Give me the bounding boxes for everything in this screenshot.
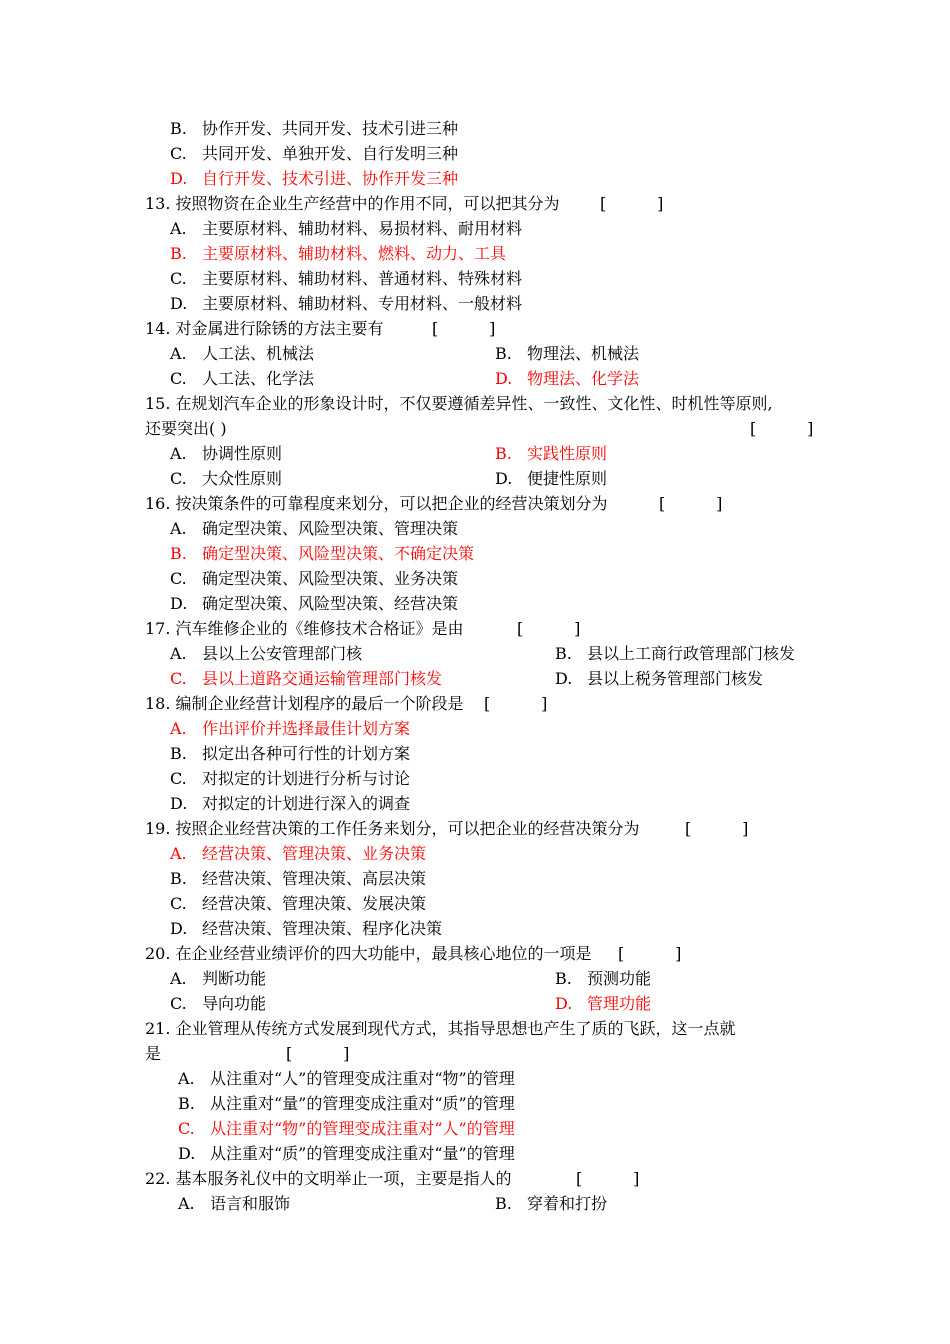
option-text: 主要原材料、辅助材料、燃料、动力、工具	[202, 244, 507, 263]
option-text: 确定型决策、风险型决策、不确定决策	[202, 544, 475, 563]
question-text: 22. 基本服务礼仪中的文明举止一项，主要是指人的	[145, 1169, 512, 1188]
question-text: 20. 在企业经营业绩评价的四大功能中，最具核心地位的一项是	[145, 944, 592, 963]
question-line	[145, 1166, 640, 1191]
option-text: 县以上工商行政管理部门核发	[587, 644, 796, 663]
option-label: A.	[170, 844, 187, 863]
option-label: A.	[170, 444, 187, 463]
question-line	[145, 1016, 736, 1041]
option-text: 判断功能	[202, 969, 267, 988]
option-text: 从注重对“人”的管理变成注重对“物”的管理	[210, 1069, 515, 1088]
option-label: D.	[178, 1144, 196, 1163]
option-label: B.	[170, 244, 187, 263]
option-text: 从注重对“物”的管理变成注重对“人”的管理	[210, 1119, 515, 1138]
option-text: 预测功能	[587, 969, 652, 988]
option-label: C.	[170, 769, 187, 788]
option-label: D.	[495, 369, 513, 388]
option-text: 主要原材料、辅助材料、易损材料、耐用材料	[202, 219, 523, 238]
answer-bracket: [ ]	[576, 1169, 640, 1188]
option-text: 便捷性原则	[527, 469, 608, 488]
answer-bracket: [ ]	[659, 494, 723, 513]
option-label: B.	[495, 344, 512, 363]
option-text: 从注重对“质”的管理变成注重对“量”的管理	[210, 1144, 515, 1163]
option-label: C.	[170, 369, 187, 388]
option-text: 县以上公安管理部门核	[202, 644, 363, 663]
option-label: C.	[170, 669, 187, 688]
option-text: 经营决策、管理决策、发展决策	[202, 894, 427, 913]
question-text: 16. 按决策条件的可靠程度来划分，可以把企业的经营决策划分为	[145, 494, 608, 513]
option-text: 语言和服饰	[210, 1194, 291, 1213]
option-text: 从注重对“量”的管理变成注重对“质”的管理	[210, 1094, 515, 1113]
answer-bracket: [ ]	[286, 1044, 350, 1063]
option-label: C.	[170, 994, 187, 1013]
option-label: A.	[178, 1194, 195, 1213]
question-line	[145, 616, 581, 641]
question-text: 18. 编制企业经营计划程序的最后一个阶段是	[145, 694, 464, 713]
option-text: 导向功能	[202, 994, 267, 1013]
option-label: A.	[170, 969, 187, 988]
question-text: 21. 企业管理从传统方式发展到现代方式，其指导思想也产生了质的飞跃，这一点就	[145, 1019, 736, 1038]
option-label: D.	[555, 669, 573, 688]
answer-bracket: [ ]	[750, 419, 814, 438]
option-text: 确定型决策、风险型决策、业务决策	[202, 569, 459, 588]
option-label: D.	[170, 294, 188, 313]
option-label: C.	[170, 144, 187, 163]
option-label: A.	[170, 519, 187, 538]
option-text: 拟定出各种可行性的计划方案	[202, 744, 411, 763]
option-label: B.	[170, 744, 187, 763]
option-text: 协调性原则	[202, 444, 283, 463]
question-text: 15. 在规划汽车企业的形象设计时，不仅要遵循差异性、一致性、文化性、时机性等原则,	[145, 394, 773, 413]
option-label: D.	[170, 169, 188, 188]
option-text: 对拟定的计划进行分析与讨论	[202, 769, 411, 788]
option-text: 作出评价并选择最佳计划方案	[202, 719, 411, 738]
option-text: 实践性原则	[527, 444, 608, 463]
option-text: 物理法、化学法	[527, 369, 640, 388]
option-text: 大众性原则	[202, 469, 283, 488]
option-text: 穿着和打扮	[527, 1194, 608, 1213]
option-text: 经营决策、管理决策、业务决策	[202, 844, 427, 863]
question-text: 13. 按照物资在企业生产经营中的作用不同，可以把其分为	[145, 194, 560, 213]
option-label: A.	[170, 719, 187, 738]
option-label: A.	[178, 1069, 195, 1088]
option-label: C.	[170, 569, 187, 588]
question-line	[145, 816, 749, 841]
answer-bracket: [ ]	[517, 619, 581, 638]
option-label: D.	[555, 994, 573, 1013]
option-label: C.	[170, 894, 187, 913]
option-text: 经营决策、管理决策、高层决策	[202, 869, 427, 888]
option-label: B.	[170, 544, 187, 563]
option-text: 确定型决策、风险型决策、管理决策	[202, 519, 459, 538]
option-label: D.	[170, 919, 188, 938]
option-label: A.	[170, 644, 187, 663]
option-text: 主要原材料、辅助材料、普通材料、特殊材料	[202, 269, 523, 288]
option-label: D.	[170, 794, 188, 813]
answer-bracket: [ ]	[600, 194, 664, 213]
option-text: 主要原材料、辅助材料、专用材料、一般材料	[202, 294, 523, 313]
option-text: 对拟定的计划进行深入的调查	[202, 794, 411, 813]
question-text: 14. 对金属进行除锈的方法主要有	[145, 319, 384, 338]
question-line	[145, 191, 664, 216]
option-label: B.	[170, 119, 187, 138]
option-label: C.	[170, 269, 187, 288]
option-label: C.	[170, 469, 187, 488]
option-text: 经营决策、管理决策、程序化决策	[202, 919, 443, 938]
answer-bracket: [ ]	[484, 694, 548, 713]
option-text: 人工法、机械法	[202, 344, 315, 363]
question-text: 还要突出( )	[145, 419, 227, 438]
question-text: 17. 汽车维修企业的《维修技术合格证》是由	[145, 619, 464, 638]
question-line	[145, 491, 723, 516]
question-line	[145, 391, 773, 416]
option-label: C.	[178, 1119, 195, 1138]
option-text: 物理法、机械法	[527, 344, 640, 363]
option-label: B.	[170, 869, 187, 888]
option-text: 自行开发、技术引进、协作开发三种	[202, 169, 459, 188]
option-label: D.	[495, 469, 513, 488]
option-label: B.	[555, 644, 572, 663]
option-text: 确定型决策、风险型决策、经营决策	[202, 594, 459, 613]
question-text: 19. 按照企业经营决策的工作任务来划分，可以把企业的经营决策分为	[145, 819, 640, 838]
option-label: B.	[178, 1094, 195, 1113]
option-label: B.	[495, 444, 512, 463]
question-line	[145, 1041, 350, 1066]
question-line	[145, 316, 496, 341]
option-label: A.	[170, 344, 187, 363]
question-line	[145, 941, 682, 966]
answer-bracket: [ ]	[685, 819, 749, 838]
option-text: 共同开发、单独开发、自行发明三种	[202, 144, 459, 163]
question-line	[145, 691, 548, 716]
option-text: 管理功能	[587, 994, 652, 1013]
option-text: 协作开发、共同开发、技术引进三种	[202, 119, 459, 138]
option-text: 县以上税务管理部门核发	[587, 669, 764, 688]
answer-bracket: [ ]	[618, 944, 682, 963]
option-label: A.	[170, 219, 187, 238]
option-label: D.	[170, 594, 188, 613]
question-line	[145, 416, 814, 441]
option-text: 人工法、化学法	[202, 369, 315, 388]
option-label: B.	[555, 969, 572, 988]
answer-bracket: [ ]	[432, 319, 496, 338]
option-label: B.	[495, 1194, 512, 1213]
option-text: 县以上道路交通运输管理部门核发	[202, 669, 443, 688]
question-text: 是	[145, 1044, 162, 1063]
